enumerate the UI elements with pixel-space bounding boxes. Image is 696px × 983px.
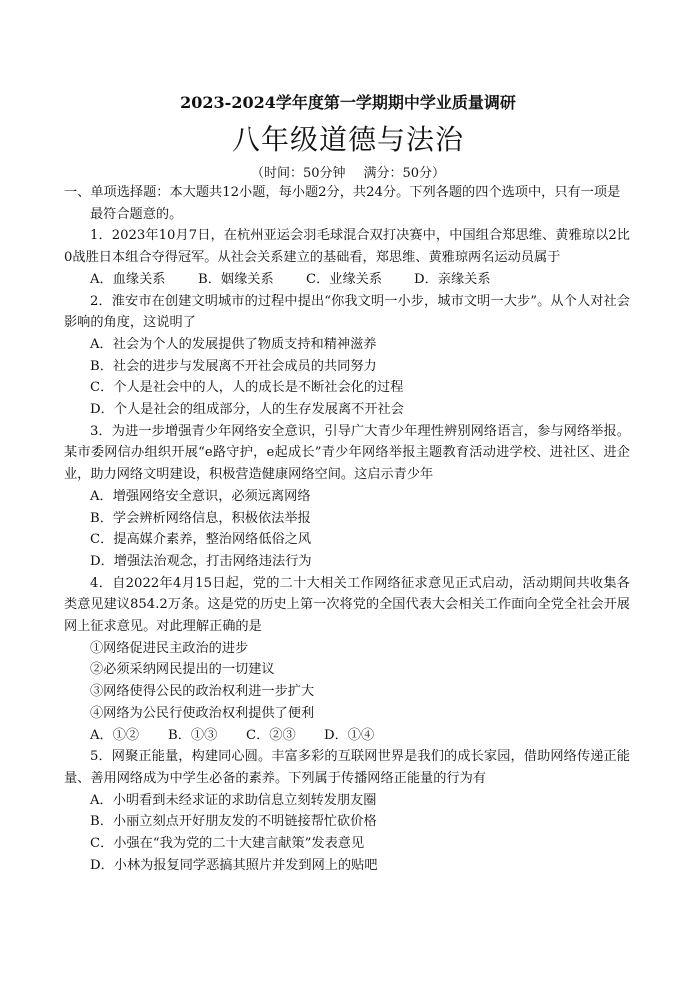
question-5-option-b: B．小丽立刻点开好朋友发的不明链接帮忙砍价格 — [90, 814, 377, 830]
question-4-stem: 4．自2022年4月15日起，党的二十大相关工作网络征求意见正式启动，活动期间共收集各类意见建议854.2万条。这是党的历史上第一次将党的全国代表大会相关工作面向全党全社会开展网上征求意见。对此理解正确的是 — [64, 575, 630, 635]
question-4-statement-4: ④网络为公民行使政治权利提供了便利 — [90, 705, 315, 721]
exam-content — [64, 182, 630, 877]
question-2-stem: 2．淮安市在创建文明城市的过程中提出“你我文明一小步，城市文明一大步”。从个人对社会影响的角度，这说明了 — [64, 293, 630, 331]
question-3-option-b: B．学会辨析网络信息，积极依法举报 — [90, 510, 311, 526]
question-1-option-c: C．业缘关系 — [306, 271, 383, 287]
question-1-option-a: A．血缘关系 — [90, 271, 166, 287]
question-5-option-c: C．小强在“我为党的二十大建言献策”发表意见 — [90, 836, 365, 852]
question-4-statement-1: ①网络促进民主政治的进步 — [90, 640, 249, 656]
question-3-stem: 3．为进一步增强青少年网络安全意识，引导广大青少年理性辨别网络语言，参与网络举报。某市委网信办组织开展“e路守护，e起成长”青少年网络举报主题教育活动进学校、进社区、进企业，助力网络文明建设，积极营造健康网络空间。这启示青少年 — [64, 423, 630, 483]
question-3-option-c: C．提高媒介素养，整治网络低俗之风 — [90, 532, 312, 548]
question-1-options — [64, 269, 630, 291]
exam-meta — [0, 162, 696, 181]
question-4-option-a: A．①② — [90, 727, 140, 743]
question-1-option-b: B．姻缘关系 — [198, 271, 274, 287]
question-5-stem: 5．网聚正能量，构建同心圆。丰富多彩的互联网世界是我们的成长家园，借助网络传递正能量、善用网络成为中学生必备的素养。下列属于传播网络正能量的行为有 — [64, 749, 630, 786]
question-4-statement-3: ③网络使得公民的政治权利进一步扩大 — [90, 684, 315, 700]
question-3-option-a: A．增强网络安全意识，必须远离网络 — [90, 488, 311, 504]
question-2-option-a: A．社会为个人的发展提供了物质支持和精神滋养 — [90, 336, 377, 352]
section-heading: 一、单项选择题：本大题共12小题，每小题2分，共24分。下列各题的四个选项中，只有一项是最符合题意的。 — [64, 185, 621, 222]
exam-title: 2023-2024学年度第一学期期中学业质量调研 — [180, 93, 516, 112]
question-1-stem: 1．2023年10月7日，在杭州亚运会羽毛球混合双打决赛中，中国组合郑思维、黄雅琼以2比0战胜日本组合夺得冠军。从社会关系建立的基础看，郑思维、黄雅琼两名运动员属于 — [64, 228, 630, 266]
question-2-option-c: C．个人是社会中的人，人的成长是不断社会化的过程 — [90, 380, 404, 396]
question-1-option-d: D．亲缘关系 — [414, 271, 491, 287]
question-3-option-d: D．增强法治观念，打击网络违法行为 — [90, 553, 312, 569]
question-4-option-d: D．①④ — [324, 727, 375, 743]
question-4-statement-2: ②必须采纳网民提出的一切建议 — [90, 662, 275, 678]
question-2-option-d: D．个人是社会的组成部分，人的生存发展离不开社会 — [90, 402, 404, 418]
question-2-option-b: B．社会的进步与发展离不开社会成员的共同努力 — [90, 358, 377, 374]
question-4-option-c: C．②③ — [246, 727, 296, 743]
question-4-options — [64, 725, 630, 747]
subject-title: 八年级道德与法治 — [231, 123, 464, 156]
question-5-option-d: D．小林为报复同学恶搞其照片并发到网上的贴吧 — [90, 857, 378, 873]
time-info: （时间：50分钟 — [250, 166, 346, 181]
score-info: 满分：50分） — [363, 166, 446, 181]
question-4-option-b: B．①③ — [168, 727, 218, 743]
question-5-option-a: A．小明看到未经求证的求助信息立刻转发朋友圈 — [90, 792, 377, 808]
